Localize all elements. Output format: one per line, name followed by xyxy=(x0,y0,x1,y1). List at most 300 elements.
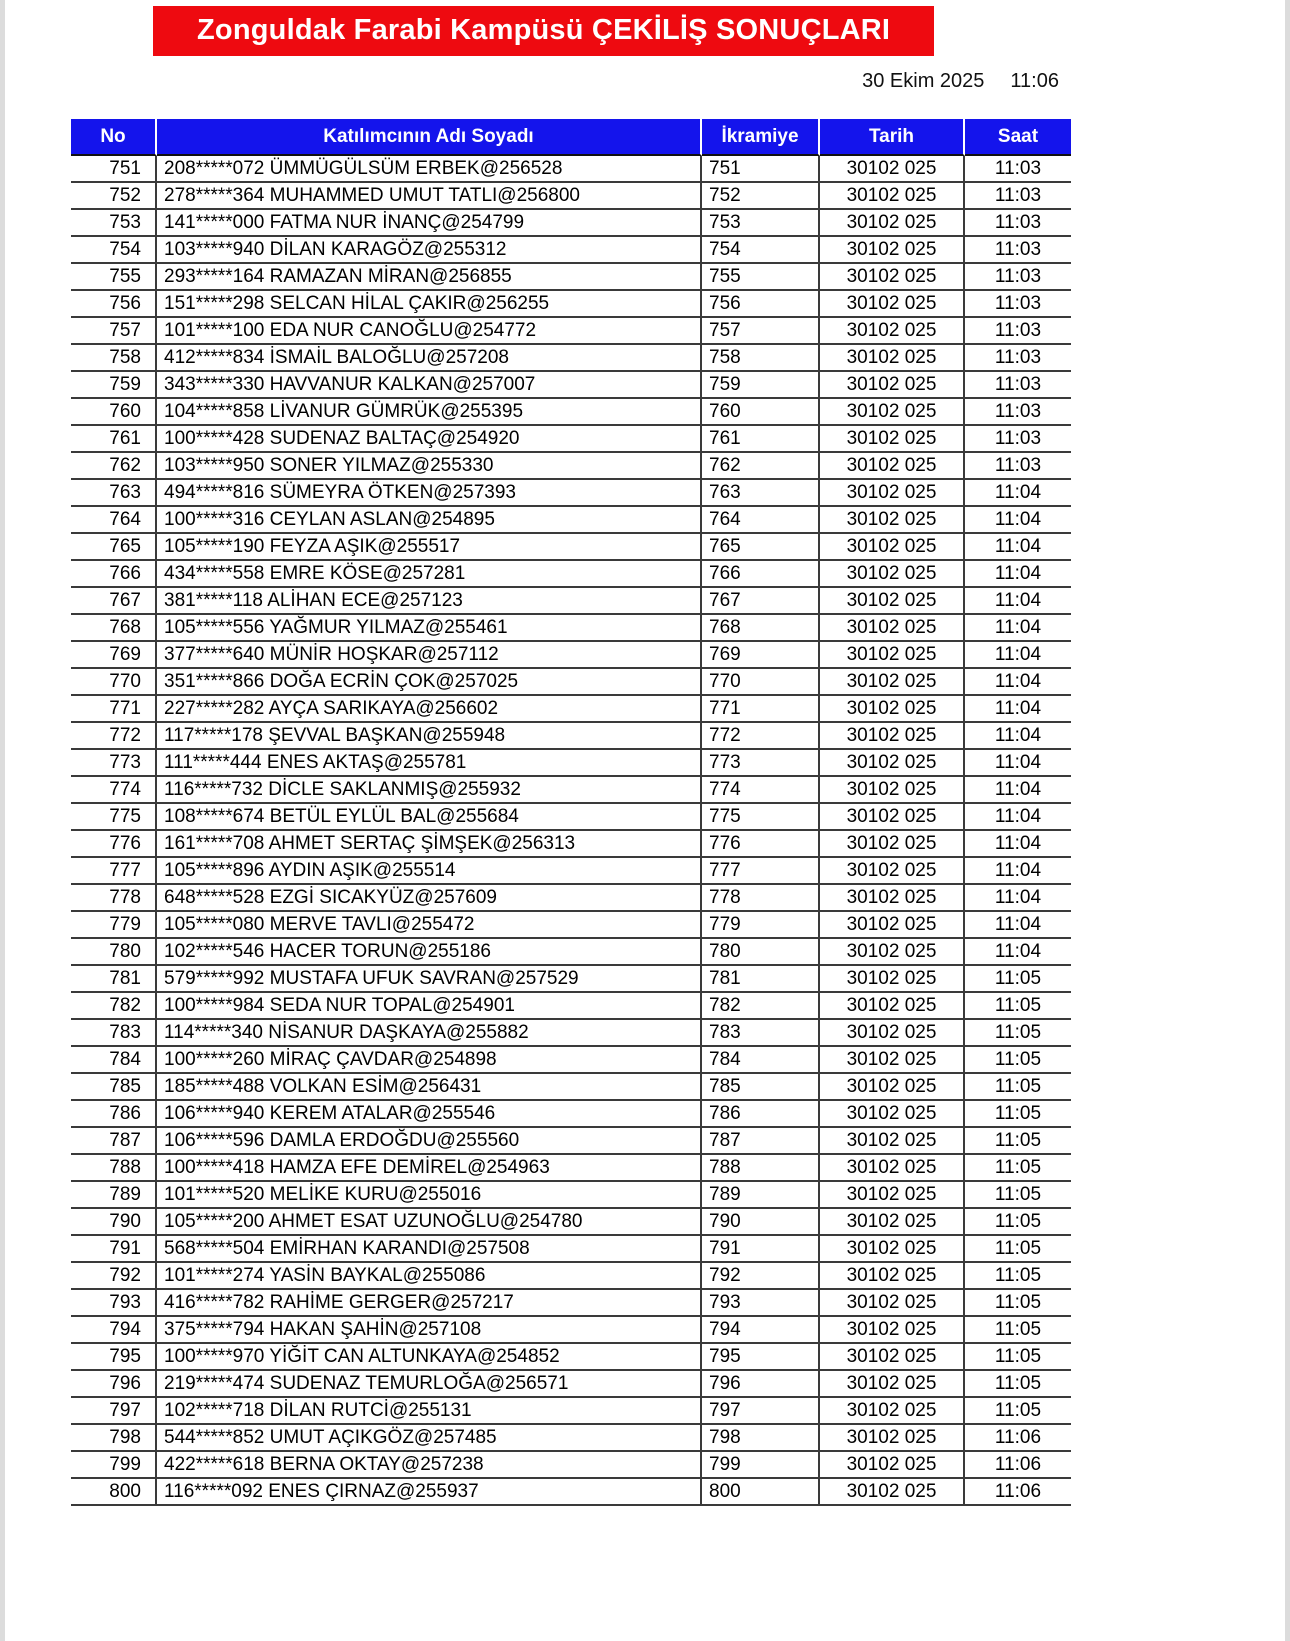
cell-time: 11:04 xyxy=(965,480,1071,507)
cell-date: 30102 025 xyxy=(820,291,965,318)
results-sheet xyxy=(5,0,1285,1641)
cell-time: 11:05 xyxy=(965,1182,1071,1209)
cell-prize: 784 xyxy=(702,1047,820,1074)
cell-no: 792 xyxy=(71,1263,157,1290)
cell-date: 30102 025 xyxy=(820,858,965,885)
cell-time: 11:06 xyxy=(965,1425,1071,1452)
cell-date: 30102 025 xyxy=(820,669,965,696)
cell-name: 101*****520 MELİKE KURU@255016 xyxy=(157,1182,702,1209)
table-row xyxy=(71,507,1071,534)
cell-date: 30102 025 xyxy=(820,156,965,183)
cell-date: 30102 025 xyxy=(820,561,965,588)
cell-name: 105*****200 AHMET ESAT UZUNOĞLU@254780 xyxy=(157,1209,702,1236)
cell-name: 117*****178 ŞEVVAL BAŞKAN@255948 xyxy=(157,723,702,750)
cell-date: 30102 025 xyxy=(820,1236,965,1263)
cell-date: 30102 025 xyxy=(820,1074,965,1101)
cell-no: 790 xyxy=(71,1209,157,1236)
cell-prize: 755 xyxy=(702,264,820,291)
cell-prize: 766 xyxy=(702,561,820,588)
cell-prize: 773 xyxy=(702,750,820,777)
cell-time: 11:05 xyxy=(965,1317,1071,1344)
cell-time: 11:04 xyxy=(965,750,1071,777)
cell-no: 763 xyxy=(71,480,157,507)
table-row xyxy=(71,1398,1071,1425)
cell-time: 11:03 xyxy=(965,183,1071,210)
table-row xyxy=(71,1317,1071,1344)
cell-time: 11:05 xyxy=(965,1371,1071,1398)
cell-name: 293*****164 RAMAZAN MİRAN@256855 xyxy=(157,264,702,291)
cell-name: 648*****528 EZGİ SICAKYÜZ@257609 xyxy=(157,885,702,912)
cell-prize: 760 xyxy=(702,399,820,426)
cell-name: 103*****940 DİLAN KARAGÖZ@255312 xyxy=(157,237,702,264)
cell-date: 30102 025 xyxy=(820,399,965,426)
cell-date: 30102 025 xyxy=(820,480,965,507)
table-row xyxy=(71,777,1071,804)
cell-no: 782 xyxy=(71,993,157,1020)
cell-prize: 792 xyxy=(702,1263,820,1290)
cell-time: 11:04 xyxy=(965,588,1071,615)
cell-name: 219*****474 SUDENAZ TEMURLOĞA@256571 xyxy=(157,1371,702,1398)
cell-prize: 797 xyxy=(702,1398,820,1425)
report-time: 11:06 xyxy=(1010,70,1059,93)
cell-no: 797 xyxy=(71,1398,157,1425)
cell-name: 381*****118 ALİHAN ECE@257123 xyxy=(157,588,702,615)
cell-time: 11:05 xyxy=(965,1290,1071,1317)
table-row xyxy=(71,1479,1071,1506)
cell-no: 788 xyxy=(71,1155,157,1182)
cell-date: 30102 025 xyxy=(820,993,965,1020)
cell-time: 11:04 xyxy=(965,615,1071,642)
cell-no: 753 xyxy=(71,210,157,237)
cell-prize: 782 xyxy=(702,993,820,1020)
cell-time: 11:05 xyxy=(965,1209,1071,1236)
cell-prize: 754 xyxy=(702,237,820,264)
table-row xyxy=(71,399,1071,426)
cell-no: 800 xyxy=(71,1479,157,1506)
table-row xyxy=(71,1182,1071,1209)
cell-prize: 771 xyxy=(702,696,820,723)
cell-time: 11:03 xyxy=(965,453,1071,480)
cell-prize: 752 xyxy=(702,183,820,210)
cell-name: 161*****708 AHMET SERTAÇ ŞİMŞEK@256313 xyxy=(157,831,702,858)
cell-name: 208*****072 ÜMMÜGÜLSÜM ERBEK@256528 xyxy=(157,156,702,183)
cell-date: 30102 025 xyxy=(820,237,965,264)
cell-name: 375*****794 HAKAN ŞAHİN@257108 xyxy=(157,1317,702,1344)
cell-time: 11:03 xyxy=(965,345,1071,372)
table-row xyxy=(71,723,1071,750)
cell-name: 116*****092 ENES ÇIRNAZ@255937 xyxy=(157,1479,702,1506)
cell-time: 11:04 xyxy=(965,831,1071,858)
cell-name: 116*****732 DİCLE SAKLANMIŞ@255932 xyxy=(157,777,702,804)
cell-time: 11:05 xyxy=(965,1263,1071,1290)
cell-time: 11:05 xyxy=(965,1155,1071,1182)
cell-date: 30102 025 xyxy=(820,345,965,372)
cell-time: 11:04 xyxy=(965,804,1071,831)
table-row xyxy=(71,1074,1071,1101)
cell-name: 103*****950 SONER YILMAZ@255330 xyxy=(157,453,702,480)
cell-prize: 781 xyxy=(702,966,820,993)
table-row xyxy=(71,1101,1071,1128)
cell-date: 30102 025 xyxy=(820,1317,965,1344)
cell-prize: 751 xyxy=(702,156,820,183)
cell-date: 30102 025 xyxy=(820,183,965,210)
cell-no: 786 xyxy=(71,1101,157,1128)
cell-no: 751 xyxy=(71,156,157,183)
cell-time: 11:04 xyxy=(965,642,1071,669)
table-row xyxy=(71,804,1071,831)
cell-name: 106*****596 DAMLA ERDOĞDU@255560 xyxy=(157,1128,702,1155)
cell-no: 795 xyxy=(71,1344,157,1371)
cell-prize: 789 xyxy=(702,1182,820,1209)
cell-time: 11:05 xyxy=(965,1236,1071,1263)
cell-no: 791 xyxy=(71,1236,157,1263)
cell-no: 755 xyxy=(71,264,157,291)
cell-name: 102*****718 DİLAN RUTCİ@255131 xyxy=(157,1398,702,1425)
cell-prize: 761 xyxy=(702,426,820,453)
cell-time: 11:03 xyxy=(965,210,1071,237)
table-row xyxy=(71,1236,1071,1263)
cell-name: 106*****940 KEREM ATALAR@255546 xyxy=(157,1101,702,1128)
table-row xyxy=(71,372,1071,399)
table-row xyxy=(71,858,1071,885)
cell-no: 780 xyxy=(71,939,157,966)
table-row xyxy=(71,291,1071,318)
cell-prize: 762 xyxy=(702,453,820,480)
table-row xyxy=(71,1263,1071,1290)
cell-date: 30102 025 xyxy=(820,1371,965,1398)
cell-time: 11:04 xyxy=(965,669,1071,696)
table-row xyxy=(71,318,1071,345)
cell-prize: 758 xyxy=(702,345,820,372)
table-row xyxy=(71,237,1071,264)
cell-date: 30102 025 xyxy=(820,1209,965,1236)
cell-name: 101*****100 EDA NUR CANOĞLU@254772 xyxy=(157,318,702,345)
cell-name: 102*****546 HACER TORUN@255186 xyxy=(157,939,702,966)
cell-no: 774 xyxy=(71,777,157,804)
results-table-wrapper xyxy=(71,119,1071,1506)
cell-no: 793 xyxy=(71,1290,157,1317)
cell-date: 30102 025 xyxy=(820,1398,965,1425)
cell-date: 30102 025 xyxy=(820,777,965,804)
cell-name: 108*****674 BETÜL EYLÜL BAL@255684 xyxy=(157,804,702,831)
cell-no: 769 xyxy=(71,642,157,669)
cell-date: 30102 025 xyxy=(820,939,965,966)
cell-prize: 759 xyxy=(702,372,820,399)
cell-prize: 783 xyxy=(702,1020,820,1047)
cell-prize: 769 xyxy=(702,642,820,669)
cell-no: 796 xyxy=(71,1371,157,1398)
table-row xyxy=(71,1128,1071,1155)
table-row xyxy=(71,912,1071,939)
cell-no: 764 xyxy=(71,507,157,534)
table-row xyxy=(71,1452,1071,1479)
table-row xyxy=(71,426,1071,453)
table-row xyxy=(71,750,1071,777)
cell-prize: 774 xyxy=(702,777,820,804)
cell-name: 494*****816 SÜMEYRA ÖTKEN@257393 xyxy=(157,480,702,507)
cell-date: 30102 025 xyxy=(820,534,965,561)
cell-prize: 779 xyxy=(702,912,820,939)
report-datetime xyxy=(5,70,1285,93)
table-row xyxy=(71,561,1071,588)
cell-time: 11:06 xyxy=(965,1479,1071,1506)
cell-time: 11:05 xyxy=(965,1101,1071,1128)
cell-name: 100*****316 CEYLAN ASLAN@254895 xyxy=(157,507,702,534)
cell-time: 11:05 xyxy=(965,1074,1071,1101)
cell-no: 785 xyxy=(71,1074,157,1101)
cell-prize: 757 xyxy=(702,318,820,345)
cell-name: 105*****190 FEYZA AŞIK@255517 xyxy=(157,534,702,561)
cell-time: 11:03 xyxy=(965,372,1071,399)
cell-date: 30102 025 xyxy=(820,210,965,237)
cell-prize: 793 xyxy=(702,1290,820,1317)
table-row xyxy=(71,1344,1071,1371)
cell-time: 11:05 xyxy=(965,966,1071,993)
cell-name: 105*****896 AYDIN AŞIK@255514 xyxy=(157,858,702,885)
table-row xyxy=(71,1371,1071,1398)
cell-time: 11:03 xyxy=(965,156,1071,183)
cell-prize: 767 xyxy=(702,588,820,615)
table-header-row xyxy=(71,119,1071,156)
report-date: 30 Ekim 2025 xyxy=(862,70,985,93)
cell-prize: 785 xyxy=(702,1074,820,1101)
table-row xyxy=(71,696,1071,723)
cell-date: 30102 025 xyxy=(820,1425,965,1452)
cell-prize: 791 xyxy=(702,1236,820,1263)
cell-date: 30102 025 xyxy=(820,1101,965,1128)
cell-name: 343*****330 HAVVANUR KALKAN@257007 xyxy=(157,372,702,399)
cell-time: 11:04 xyxy=(965,939,1071,966)
cell-date: 30102 025 xyxy=(820,1263,965,1290)
title-banner-row xyxy=(5,0,1285,56)
cell-time: 11:03 xyxy=(965,264,1071,291)
cell-prize: 796 xyxy=(702,1371,820,1398)
cell-time: 11:04 xyxy=(965,561,1071,588)
cell-name: 227*****282 AYÇA SARIKAYA@256602 xyxy=(157,696,702,723)
cell-name: 377*****640 MÜNİR HOŞKAR@257112 xyxy=(157,642,702,669)
table-head xyxy=(71,119,1071,156)
cell-no: 758 xyxy=(71,345,157,372)
cell-date: 30102 025 xyxy=(820,1290,965,1317)
cell-no: 781 xyxy=(71,966,157,993)
cell-no: 784 xyxy=(71,1047,157,1074)
cell-name: 351*****866 DOĞA ECRİN ÇOK@257025 xyxy=(157,669,702,696)
cell-date: 30102 025 xyxy=(820,264,965,291)
cell-no: 767 xyxy=(71,588,157,615)
cell-time: 11:04 xyxy=(965,912,1071,939)
cell-prize: 787 xyxy=(702,1128,820,1155)
cell-name: 100*****260 MİRAÇ ÇAVDAR@254898 xyxy=(157,1047,702,1074)
cell-no: 775 xyxy=(71,804,157,831)
cell-no: 779 xyxy=(71,912,157,939)
cell-date: 30102 025 xyxy=(820,723,965,750)
table-row xyxy=(71,1155,1071,1182)
cell-time: 11:05 xyxy=(965,993,1071,1020)
cell-prize: 763 xyxy=(702,480,820,507)
column-header-date: Tarih xyxy=(820,119,965,156)
cell-name: 412*****834 İSMAİL BALOĞLU@257208 xyxy=(157,345,702,372)
column-header-name: Katılımcının Adı Soyadı xyxy=(157,119,702,156)
cell-time: 11:04 xyxy=(965,534,1071,561)
table-row xyxy=(71,480,1071,507)
cell-no: 798 xyxy=(71,1425,157,1452)
cell-time: 11:06 xyxy=(965,1452,1071,1479)
cell-name: 100*****428 SUDENAZ BALTAÇ@254920 xyxy=(157,426,702,453)
cell-no: 783 xyxy=(71,1020,157,1047)
cell-prize: 764 xyxy=(702,507,820,534)
cell-prize: 799 xyxy=(702,1452,820,1479)
table-row xyxy=(71,156,1071,183)
cell-no: 754 xyxy=(71,237,157,264)
cell-name: 422*****618 BERNA OKTAY@257238 xyxy=(157,1452,702,1479)
table-row xyxy=(71,534,1071,561)
cell-prize: 800 xyxy=(702,1479,820,1506)
cell-name: 100*****418 HAMZA EFE DEMİREL@254963 xyxy=(157,1155,702,1182)
cell-date: 30102 025 xyxy=(820,372,965,399)
table-row xyxy=(71,210,1071,237)
cell-name: 141*****000 FATMA NUR İNANÇ@254799 xyxy=(157,210,702,237)
cell-name: 434*****558 EMRE KÖSE@257281 xyxy=(157,561,702,588)
cell-name: 100*****970 YİĞİT CAN ALTUNKAYA@254852 xyxy=(157,1344,702,1371)
table-row xyxy=(71,939,1071,966)
cell-date: 30102 025 xyxy=(820,1479,965,1506)
cell-no: 770 xyxy=(71,669,157,696)
page-title: Zonguldak Farabi Kampüsü ÇEKİLİŞ SONUÇLARI xyxy=(153,6,934,56)
cell-prize: 770 xyxy=(702,669,820,696)
cell-no: 759 xyxy=(71,372,157,399)
cell-date: 30102 025 xyxy=(820,804,965,831)
table-body xyxy=(71,156,1071,1506)
cell-no: 789 xyxy=(71,1182,157,1209)
cell-prize: 756 xyxy=(702,291,820,318)
results-table xyxy=(71,119,1071,1506)
cell-no: 794 xyxy=(71,1317,157,1344)
column-header-time: Saat xyxy=(965,119,1071,156)
table-row xyxy=(71,1425,1071,1452)
cell-date: 30102 025 xyxy=(820,642,965,669)
cell-time: 11:03 xyxy=(965,291,1071,318)
cell-time: 11:04 xyxy=(965,885,1071,912)
cell-date: 30102 025 xyxy=(820,831,965,858)
cell-time: 11:04 xyxy=(965,723,1071,750)
cell-name: 544*****852 UMUT AÇIKGÖZ@257485 xyxy=(157,1425,702,1452)
cell-name: 568*****504 EMİRHAN KARANDI@257508 xyxy=(157,1236,702,1263)
table-row xyxy=(71,588,1071,615)
cell-no: 757 xyxy=(71,318,157,345)
cell-no: 771 xyxy=(71,696,157,723)
cell-no: 761 xyxy=(71,426,157,453)
cell-time: 11:04 xyxy=(965,507,1071,534)
table-row xyxy=(71,345,1071,372)
table-row xyxy=(71,1290,1071,1317)
cell-prize: 765 xyxy=(702,534,820,561)
cell-no: 768 xyxy=(71,615,157,642)
cell-no: 760 xyxy=(71,399,157,426)
cell-no: 776 xyxy=(71,831,157,858)
cell-prize: 798 xyxy=(702,1425,820,1452)
cell-name: 114*****340 NİSANUR DAŞKAYA@255882 xyxy=(157,1020,702,1047)
cell-prize: 790 xyxy=(702,1209,820,1236)
cell-no: 799 xyxy=(71,1452,157,1479)
cell-name: 579*****992 MUSTAFA UFUK SAVRAN@257529 xyxy=(157,966,702,993)
cell-time: 11:03 xyxy=(965,399,1071,426)
cell-no: 773 xyxy=(71,750,157,777)
cell-date: 30102 025 xyxy=(820,507,965,534)
cell-no: 772 xyxy=(71,723,157,750)
table-row xyxy=(71,1209,1071,1236)
cell-no: 752 xyxy=(71,183,157,210)
cell-date: 30102 025 xyxy=(820,1155,965,1182)
cell-date: 30102 025 xyxy=(820,318,965,345)
table-row xyxy=(71,642,1071,669)
cell-name: 101*****274 YASİN BAYKAL@255086 xyxy=(157,1263,702,1290)
cell-prize: 768 xyxy=(702,615,820,642)
cell-prize: 753 xyxy=(702,210,820,237)
table-row xyxy=(71,669,1071,696)
cell-date: 30102 025 xyxy=(820,426,965,453)
page-edge-right xyxy=(1285,0,1290,1641)
cell-name: 151*****298 SELCAN HİLAL ÇAKIR@256255 xyxy=(157,291,702,318)
table-row xyxy=(71,966,1071,993)
cell-no: 765 xyxy=(71,534,157,561)
cell-prize: 778 xyxy=(702,885,820,912)
cell-name: 105*****556 YAĞMUR YILMAZ@255461 xyxy=(157,615,702,642)
cell-prize: 772 xyxy=(702,723,820,750)
cell-prize: 795 xyxy=(702,1344,820,1371)
column-header-prize: İkramiye xyxy=(702,119,820,156)
cell-time: 11:05 xyxy=(965,1047,1071,1074)
cell-name: 104*****858 LİVANUR GÜMRÜK@255395 xyxy=(157,399,702,426)
cell-time: 11:05 xyxy=(965,1020,1071,1047)
cell-prize: 794 xyxy=(702,1317,820,1344)
table-row xyxy=(71,183,1071,210)
cell-no: 762 xyxy=(71,453,157,480)
cell-date: 30102 025 xyxy=(820,588,965,615)
cell-time: 11:05 xyxy=(965,1344,1071,1371)
cell-no: 756 xyxy=(71,291,157,318)
cell-time: 11:05 xyxy=(965,1128,1071,1155)
cell-time: 11:04 xyxy=(965,858,1071,885)
cell-date: 30102 025 xyxy=(820,453,965,480)
cell-date: 30102 025 xyxy=(820,1020,965,1047)
table-row xyxy=(71,264,1071,291)
cell-date: 30102 025 xyxy=(820,696,965,723)
cell-name: 185*****488 VOLKAN ESİM@256431 xyxy=(157,1074,702,1101)
cell-name: 100*****984 SEDA NUR TOPAL@254901 xyxy=(157,993,702,1020)
cell-time: 11:03 xyxy=(965,318,1071,345)
cell-date: 30102 025 xyxy=(820,1047,965,1074)
cell-prize: 786 xyxy=(702,1101,820,1128)
cell-time: 11:05 xyxy=(965,1398,1071,1425)
cell-date: 30102 025 xyxy=(820,1128,965,1155)
cell-name: 416*****782 RAHİME GERGER@257217 xyxy=(157,1290,702,1317)
table-row xyxy=(71,1047,1071,1074)
table-row xyxy=(71,615,1071,642)
cell-date: 30102 025 xyxy=(820,885,965,912)
table-row xyxy=(71,1020,1071,1047)
cell-time: 11:03 xyxy=(965,426,1071,453)
cell-date: 30102 025 xyxy=(820,750,965,777)
cell-date: 30102 025 xyxy=(820,966,965,993)
cell-name: 111*****444 ENES AKTAŞ@255781 xyxy=(157,750,702,777)
cell-no: 778 xyxy=(71,885,157,912)
cell-time: 11:03 xyxy=(965,237,1071,264)
cell-prize: 788 xyxy=(702,1155,820,1182)
cell-time: 11:04 xyxy=(965,777,1071,804)
cell-name: 105*****080 MERVE TAVLI@255472 xyxy=(157,912,702,939)
table-row xyxy=(71,831,1071,858)
cell-name: 278*****364 MUHAMMED UMUT TATLI@256800 xyxy=(157,183,702,210)
